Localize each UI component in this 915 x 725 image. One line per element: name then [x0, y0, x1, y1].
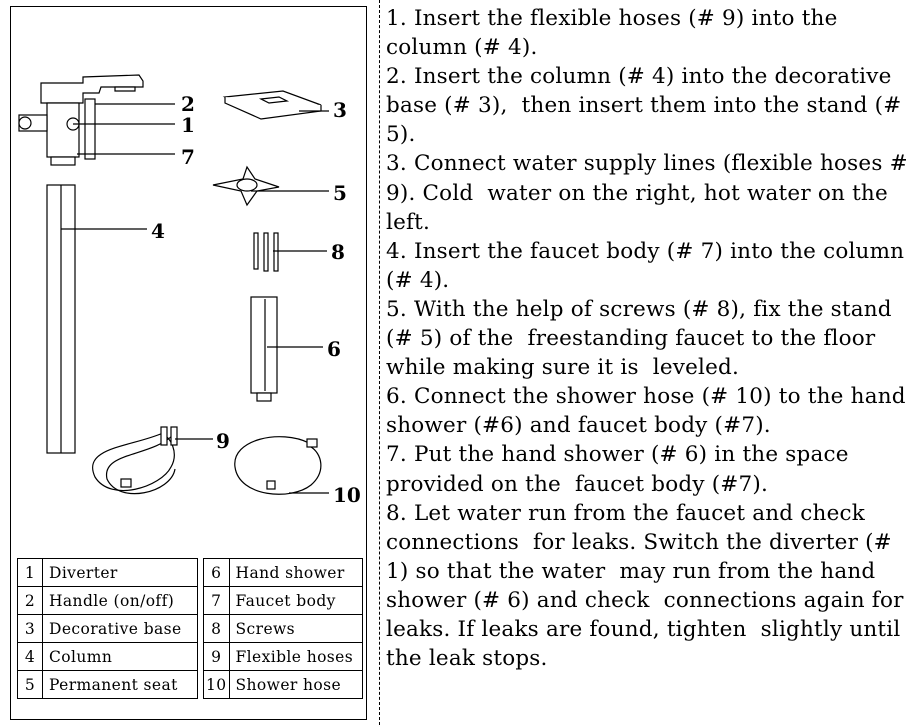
part-number: 6 — [204, 559, 230, 587]
part-number: 7 — [204, 587, 230, 615]
installation-instructions — [386, 4, 914, 673]
callout-4: 4 — [151, 219, 165, 243]
callout-5: 5 — [333, 181, 347, 205]
part-name: Screws — [229, 615, 362, 643]
hand-shower-drawing — [251, 297, 277, 401]
part-number: 10 — [204, 671, 230, 699]
dashed-divider — [379, 0, 380, 725]
callout-9: 9 — [216, 429, 230, 453]
part-name: Hand shower — [229, 559, 362, 587]
stand-drawing — [213, 167, 279, 205]
parts-legend-left — [17, 558, 198, 699]
part-number: 4 — [18, 643, 43, 671]
legend-row — [18, 643, 198, 671]
instruction-step-8: 8. Let water run from the faucet and check connections for leaks. Switch the diverter (# 1) so that the water may run from the hand shower (# 6) and check connections again for leaks. If leaks are found, tighten slightly until the leak stops. — [386, 500, 911, 672]
flexible-hoses-drawing — [93, 427, 177, 494]
callout-10: 10 — [333, 483, 361, 507]
instruction-step-1: 1. Insert the flexible hoses (# 9) into the column (# 4). — [386, 6, 845, 61]
parts-legend-right — [203, 558, 363, 699]
instruction-step-4: 4. Insert the faucet body (# 7) into the column (# 4). — [386, 238, 912, 293]
legend-row — [18, 615, 198, 643]
part-number: 5 — [18, 671, 43, 699]
part-name: Permanent seat — [43, 671, 198, 699]
legend-row — [18, 587, 198, 615]
instruction-step-2: 2. Insert the column (# 4) into the decorative base (# 3), then insert them into the stand (# 5). — [386, 64, 909, 148]
part-name: Handle (on/off) — [43, 587, 198, 615]
part-name: Column — [43, 643, 198, 671]
part-number: 3 — [18, 615, 43, 643]
instruction-step-5: 5. With the help of screws (# 8), fix the stand (# 5) of the freestanding faucet to the floor while making sure it is leveled. — [386, 296, 899, 381]
legend-row — [18, 671, 198, 699]
part-name: Decorative base — [43, 615, 198, 643]
legend-row — [204, 643, 363, 671]
instruction-step-6: 6. Connect the shower hose (# 10) to the hand shower (#6) and faucet body (#7). — [386, 384, 913, 439]
part-name: Flexible hoses — [229, 643, 362, 671]
part-name: Shower hose — [229, 671, 362, 699]
column-drawing — [47, 185, 75, 453]
callout-leader-lines — [61, 104, 329, 493]
legend-row — [204, 671, 363, 699]
decorative-base-drawing — [225, 91, 321, 119]
callout-3: 3 — [333, 98, 347, 122]
callout-6: 6 — [327, 337, 341, 361]
legend-row — [204, 587, 363, 615]
shower-hose-drawing — [235, 437, 321, 495]
instruction-step-7: 7. Put the hand shower (# 6) in the space provided on the faucet body (#7). — [386, 442, 856, 497]
instruction-step-3: 3. Connect water supply lines (flexible hoses # 9). Cold water on the right, hot water on the left. — [386, 151, 915, 235]
part-number: 9 — [204, 643, 230, 671]
part-number: 8 — [204, 615, 230, 643]
faucet-body-drawing — [19, 75, 143, 165]
callout-7: 7 — [181, 145, 195, 169]
legend-row — [18, 559, 198, 587]
legend-row — [204, 615, 363, 643]
callout-2: 2 — [181, 92, 195, 116]
part-name: Diverter — [43, 559, 198, 587]
screws-drawing — [254, 233, 278, 271]
legend-row — [204, 559, 363, 587]
part-number: 2 — [18, 587, 43, 615]
callout-1: 1 — [181, 113, 195, 137]
callout-8: 8 — [331, 240, 345, 264]
part-number: 1 — [18, 559, 43, 587]
part-name: Faucet body — [229, 587, 362, 615]
